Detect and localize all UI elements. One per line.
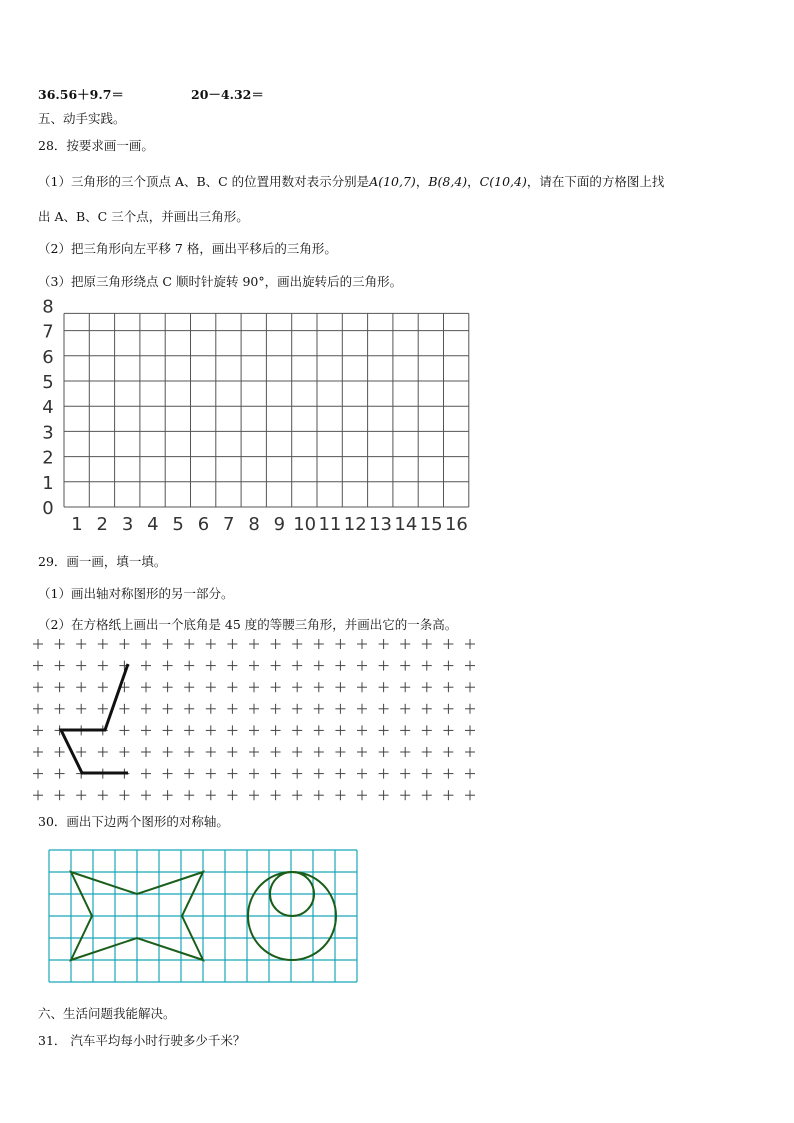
x-tick-label: 7	[223, 514, 235, 535]
y-tick-label: 5	[42, 372, 54, 393]
calc-expression-1: 36.56＋9.7＝	[38, 87, 124, 102]
q28-part2: （2）把三角形向左平移 7 格，画出平移后的三角形。	[38, 241, 337, 256]
x-tick-label: 3	[121, 514, 134, 535]
q28-part1-line1	[38, 172, 664, 190]
x-tick-label: 4	[147, 514, 159, 535]
teal-grid	[49, 850, 357, 982]
x-tick-label: 15	[419, 514, 443, 535]
calc-expression-2: 20－4.32＝	[191, 87, 264, 102]
q29-dotted-grid[interactable]	[30, 636, 490, 808]
y-tick-label: 1	[42, 472, 54, 494]
q31-title: 31． 汽车平均每小时行驶多少千米？	[38, 1033, 246, 1048]
y-axis-labels	[42, 296, 53, 519]
x-tick-label: 5	[172, 514, 184, 535]
q30-figure-grid[interactable]	[46, 848, 362, 986]
x-tick-label: 12	[343, 514, 367, 535]
x-tick-label: 9	[273, 514, 286, 535]
x-tick-label: 2	[96, 514, 108, 535]
y-tick-label: 7	[42, 321, 54, 343]
x-tick-label: 8	[248, 514, 260, 535]
x-tick-label: 14	[394, 514, 418, 535]
section-6-title: 六、生活问题我能解决。	[38, 1006, 176, 1021]
q28-part1-line2: 出 A、B、C 三个点，并画出三角形。	[38, 209, 249, 224]
sep-2: ，	[467, 174, 480, 189]
q29-title: 29．画一画，填一填。	[38, 554, 167, 569]
q28-part1-suffix: ，请在下面的方格图上找	[526, 174, 665, 189]
y-tick-label: 8	[42, 296, 54, 318]
x-tick-label: 16	[444, 514, 468, 535]
q29-part1: （1）画出轴对称图形的另一部分。	[38, 586, 234, 601]
q28-part3: （3）把原三角形绕点 C 顺时针旋转 90°，画出旋转后的三角形。	[38, 274, 403, 289]
q30-title: 30．画出下边两个图形的对称轴。	[38, 814, 229, 829]
y-tick-label: 6	[42, 346, 54, 368]
point-b: B(8,4)	[428, 174, 468, 189]
cross-grid	[33, 639, 475, 800]
q29-part2: （2）在方格纸上画出一个底角是 45 度的等腰三角形，并画出它的一条高。	[38, 617, 458, 632]
point-a: A(10,7)	[369, 174, 416, 189]
x-tick-label: 10	[293, 514, 317, 535]
x-tick-label: 13	[369, 514, 393, 535]
y-tick-label: 4	[42, 397, 54, 419]
point-c: C(10,4)	[479, 174, 527, 189]
q28-title: 28．按要求画一画。	[38, 138, 154, 153]
y-tick-label: 3	[42, 422, 54, 444]
sep-1: ，	[415, 174, 429, 189]
q28-coordinate-grid[interactable]	[30, 296, 490, 538]
y-tick-label: 2	[42, 447, 54, 469]
q28-part1-prefix: （1）三角形的三个顶点 A、B、C 的位置用数对表示分别是	[38, 174, 370, 189]
x-axis-labels	[71, 514, 468, 535]
section-5-title: 五、动手实践。	[38, 111, 126, 126]
x-tick-label: 6	[197, 514, 210, 535]
half-figure	[61, 664, 128, 773]
x-tick-label: 11	[318, 514, 342, 535]
y-tick-label: 0	[42, 498, 54, 519]
x-tick-label: 1	[71, 514, 83, 535]
grid-lines	[64, 313, 469, 507]
